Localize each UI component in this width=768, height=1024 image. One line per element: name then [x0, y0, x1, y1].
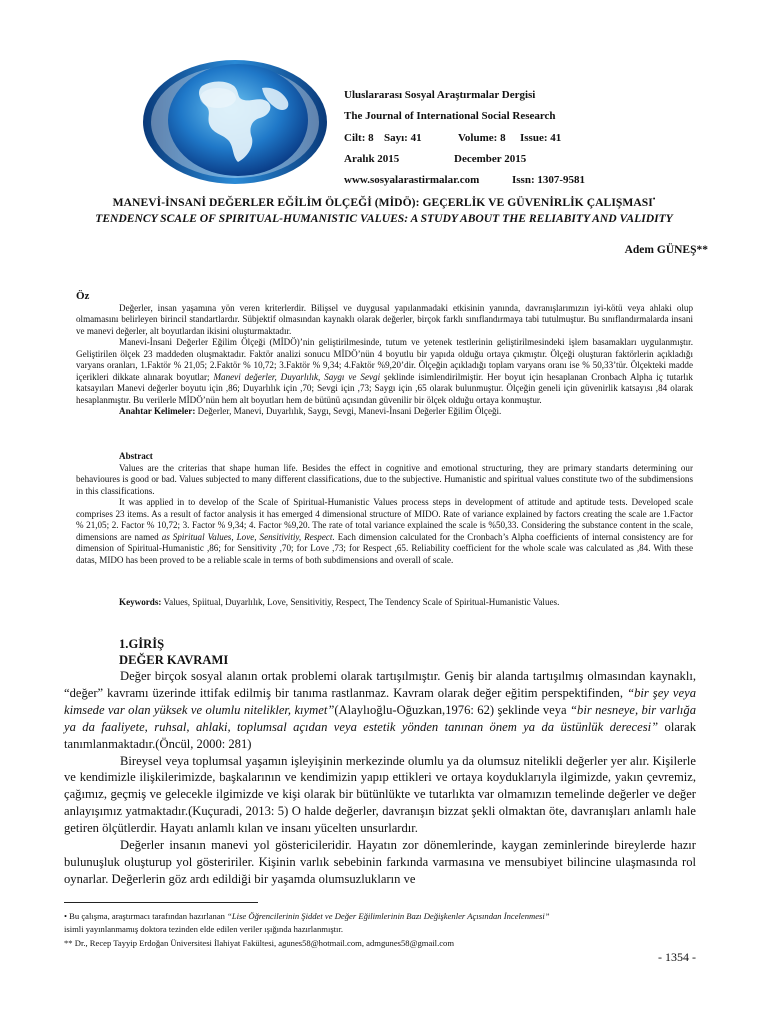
- footnote-1: • Bu çalışma, araştırmacı tarafından hazırlanan “Lise Öğrencilerinin Şiddet ve Değer Eğilimlerinin Bazı Değişkenler Açısından İncelenmesi” isimli yayınlanmamış doktora tezinden elde edilen veriler ışığında hazırlanmıştır.: [64, 911, 550, 934]
- author-name: Adem GÜNEŞ**: [624, 244, 708, 256]
- abstract-paragraph-2: It was applied in to develop of the Scale of Spiritual-Humanistic Values process steps in development of attitude and aptitude tests. Developed scale comprises 23 items. As a result of factor analysis it has emerged 4 dimensional structure of MIDO. Rate of variance explained by factors creating the scale are 1.Factor % 21,05; 2. Factor % 10,72; 3. Factor % 9,34; 4. Factor %9,20. The rate of total variance explained the scale is %50,33. Considering the substance content in the scale, dimensions are named as Spiritual Values, Love, Sensitivitiy, Respect. Each dimension calculated for the Cronbach’s Alpha coefficients of internal consistency are for dimension of Spiritual-Humanistic ,86; for Sensitivity ,70; for Love ,73; for Respect ,65. Reliability coefficient for the whole scale was calculated as ,84. With these datas, MIDO has been proved to be a reliable scale in terms of both subdimensions and overall of scale.: [76, 497, 693, 565]
- oz-keywords: Anahtar Kelimeler: Değerler, Manevi, Duyarlılık, Saygı, Sevgi, Manevi-İnsani Değerler Eğilim Ölçeği.: [119, 406, 502, 416]
- footnote-divider: [64, 902, 258, 903]
- footnote-2: ** Dr., Recep Tayyip Erdoğan Üniversitesi İlahiyat Fakültesi, agunes58@hotmail.com, admgunes58@gmail.com: [64, 938, 455, 948]
- page-number: - 1354 -: [658, 950, 696, 964]
- oz-paragraph-1: Değerler, insan yaşamına yön veren kriterlerdir. Bilişsel ve duygusal yapılanmadaki etkisinin yanında, davranışlarımızın iyi-kötü veya ahlaki olup olmamasını belirleyen birincil standartlardır. Sübjektif olmasından kaynaklı olarak değerler, birçok farklı sınıflandırmaya tabi tutulmuştur. Bu sınıflandırmalarda insani ve manevi değerler, alt boyutlardan ikisini oluşturmaktadır.: [76, 302, 693, 336]
- journal-url[interactable]: www.sosyalarastirmalar.com: [344, 174, 480, 187]
- title-tr: MANEVİ-İNSANİ DEĞERLER EĞİLİM ÖLÇEĞİ (MİDÖ): GEÇERLİK VE GÜVENİRLİK ÇALIŞMASI: [112, 195, 653, 209]
- oz-heading: Öz: [76, 290, 90, 302]
- section-heading: [119, 636, 228, 668]
- volume-en: Volume: 8: [458, 131, 506, 144]
- volume-tr: Cilt: 8: [344, 131, 374, 144]
- body-paragraph-1: Değer birçok sosyal alanın ortak problemi olarak tartışılmıştır. Geniş bir alanda tartışılmış olmasından kaynaklı, “değer” kavramı üzerinde ittifak edilmiş bir tanıma rastlanmaz. Kavram olarak değer eğitim perspektifinden, “bir şey veya kimsede var olan yüksek ve olumlu nitelikler, kıymet”(Alaylıoğlu-Oğuzkan,1976: 62) şeklinde veya “bir nesneye, bir varlığa ya da faaliyete, ruhsal, ahlaki, toplumsal açıdan veya estetik yönden tanınan önem ya da üstünlük derecesi” olarak tanımlanmaktadır.(Öncül, 2000: 281): [64, 669, 696, 751]
- issn: Issn: 1307-9581: [512, 174, 586, 187]
- globe-logo: [140, 58, 330, 186]
- abstract-keywords: Keywords: Values, Spiitual, Duyarlılık, Love, Sensitivitiy, Respect, The Tendency Scale of Spiritual-Humanistic Values.: [119, 597, 560, 607]
- issue-tr: Sayı: 41: [384, 131, 422, 144]
- body-paragraph-3: Değerler insanın manevi yol göstericileridir. Hayatın zor dönemlerinde, kaygan zeminlerinde bireylerde hazır bulunuşluk oluşturup yol gösteririler. Kişinin varlık sebebinin farkında varmasına ve mensubiyet bilincine ulaşmasında rol oynarlar. Değerlerin göz ardı edildiği bir yaşamda olumsuzlukların ve: [64, 838, 696, 886]
- article-title: [60, 191, 708, 227]
- body-paragraph-2: Bireysel veya toplumsal yaşamın işleyişinin merkezinde olumlu ya da olumsuz nitelikli değerler yer alır. Kişilerle ve kendimizle ilişkilerimizde, başkalarının ve kendimizin yapıp ettikleri ve ortaya koyduklarıyla ilgimizde, yakın çevremiz, çağımız, geçmiş ve gelecekle ilgimizde ve kişi olarak bir bütünlükte ve tutarlıkta var olmamızın temelinde değerler ve değer anlayışımız yatmaktadır.(Kuçuradi, 2013: 5) O halde değerler, davranışın bizzat şekli olmaktan öte, davranışları anlamlı hale getiren ölçütlerdir. Hayatı anlamlı kılan ve insanı yücelten unsurlardır.: [64, 753, 696, 836]
- date-en: December 2015: [454, 152, 527, 165]
- journal-info: [344, 85, 744, 191]
- journal-name-tr: Uluslararası Sosyal Araştırmalar Dergisi: [344, 89, 536, 101]
- abstract-heading: Abstract: [119, 451, 153, 461]
- heading-intro: 1.GİRİŞ: [119, 637, 165, 651]
- abstract-paragraph-1: Values are the criterias that shape human life. Besides the effect in cognitive and emotional structuring, they are primary standarts determining our behavioures is good or bad. Values subjected to many different classifications, due to the subjective. Humanistic and spiritual values constitute two of the subdimensions in this classifications.: [76, 462, 693, 496]
- date-tr: Aralık 2015: [344, 152, 400, 165]
- oz-section: [76, 291, 693, 418]
- heading-value-concept: DEĞER KAVRAMI: [119, 653, 229, 667]
- body-text: [64, 668, 696, 888]
- issue-en: Issue: 41: [520, 131, 562, 144]
- title-footnote-mark: •: [652, 195, 656, 203]
- abstract-section: [76, 451, 693, 566]
- journal-name-en: The Journal of International Social Research: [344, 110, 556, 123]
- oz-paragraph-2: Manevi-İnsani Değerler Eğilim Ölçeği (MİDÖ)’nin geliştirilmesinde, tutum ve yetenek testlerinin geliştirilmesindeki işlem basamakları uygulanmıştır. Geliştirilen ölçek 23 maddeden oluşmaktadır. Faktör analizi sonucu MİDÖ’nün 4 boyutlu bir yapıda olduğu ortaya çıkmıştır. Ölçeği oluşturan faktörlerin açıkladığı varyans oranları, 1.Faktör % 21,05; 2.Faktör % 10,72; 3.Faktör % 9,34; 4.Faktör %9,20’dir. Ölçeğin açıkladığı toplam varyans oranı ise % 50,33’tür. Ölçekteki madde içerikleri dikkate alınarak boyutlar; Manevi değerler, Duyarlılık, Saygı ve Sevgi şeklinde isimlendirilmiştir. Her boyut için hesaplanan Cronbach Alpha iç tutarlık katsayıları Manevi değerler boyutu için ,86; Duyarlılık için ,70; Sevgi için ,73; Saygı için ,65 olarak bulunmuştur. Ölçeğin geneli için güvenirlik katsayısı ,84 olarak hesaplanmıştır. Bu verilerle MİDÖ’nün hem alt boyutları hem de bütünü açısından güvenilir bir ölçek olduğu ortaya konmuştur.: [76, 337, 693, 405]
- title-en: TENDENCY SCALE OF SPIRITUAL-HUMANISTIC VALUES: A STUDY ABOUT THE RELIABITY AND VALIDITY: [95, 211, 673, 225]
